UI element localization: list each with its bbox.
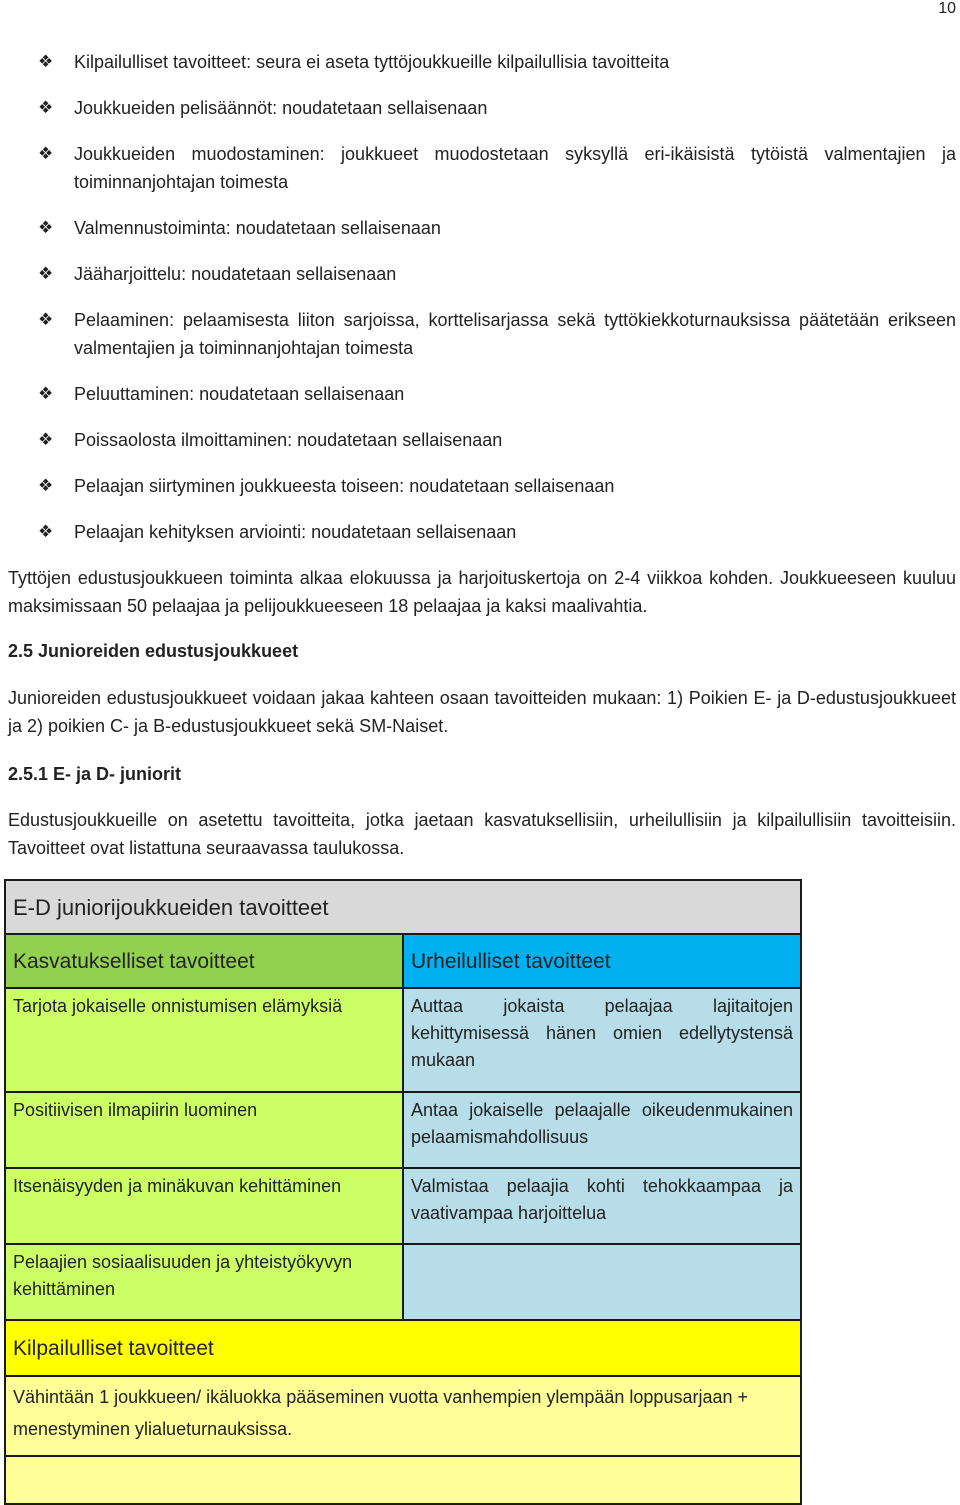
- diamond-bullet-icon: ❖: [38, 476, 54, 495]
- competitive-row: [5, 1376, 801, 1456]
- paragraph-girls-team: Tyttöjen edustusjoukkueen toiminta alkaa elokuussa ja harjoituskertoja on 2-4 viikkoa kohden. Joukkueeseen kuuluu maksimissaan 50 pelaajaa ja pelijoukkueeseen 18 pelaajaa ja kaksi maalivahtia.: [8, 568, 956, 616]
- athletic-goal-cell: Valmistaa pelaajia kohti tehokkaampaa ja vaativampaa harjoittelua: [403, 1168, 801, 1244]
- educational-goal-cell: Positiivisen ilmapiirin luominen: [5, 1092, 403, 1168]
- competitive-header-row: [5, 1320, 801, 1376]
- competitive-goal-cell: Vähintään 1 joukkueen/ ikäluokka pääseminen vuotta vanhempien ylempään loppusarjaan + menestyminen ylialueturnauksissa.: [5, 1376, 801, 1456]
- list-item: [38, 472, 956, 500]
- diamond-bullet-icon: ❖: [38, 98, 54, 117]
- educational-goal-cell: Pelaajien sosiaalisuuden ja yhteistyökyvyn kehittäminen: [5, 1244, 403, 1320]
- list-item-text: Kilpailulliset tavoitteet: seura ei aseta tyttöjoukkueille kilpailullisia tavoitteita: [74, 52, 670, 72]
- list-item: [38, 260, 956, 288]
- goals-table: [4, 879, 802, 1505]
- table-title-row: [5, 880, 801, 934]
- table-header-row: [5, 934, 801, 988]
- list-item-text: Pelaaminen: pelaamisesta liiton sarjoissa, korttelisarjassa sekä tyttökiekkoturnauksissa päätetään erikseen valmentajien ja toiminnanjohtajan toimesta: [74, 310, 956, 358]
- diamond-bullet-icon: ❖: [38, 522, 54, 541]
- list-item: [38, 306, 956, 362]
- list-item: [38, 518, 956, 546]
- list-item-text: Jääharjoittelu: noudatetaan sellaisenaan: [74, 264, 397, 284]
- list-item-text: Joukkueiden muodostaminen: joukkueet muodostetaan syksyllä eri-ikäisistä tytöistä valmentajien ja toiminnanjohtajan toimesta: [74, 144, 956, 192]
- list-item: [38, 140, 956, 196]
- list-item: [38, 94, 956, 122]
- diamond-bullet-icon: ❖: [38, 264, 54, 283]
- athletic-goal-cell: Antaa jokaiselle pelaajalle oikeudenmukainen pelaamismahdollisuus: [403, 1092, 801, 1168]
- table-row: [5, 1168, 801, 1244]
- paragraph-goals-intro: Edustusjoukkueille on asetettu tavoitteita, jotka jaetaan kasvatuksellisiin, urheilullisiin ja kilpailullisiin tavoitteisiin. Tavoitteet ovat listattuna seuraavassa taulukossa.: [8, 810, 956, 858]
- list-item: [38, 380, 956, 408]
- column-header-athletic: Urheilulliset tavoitteet: [403, 934, 801, 988]
- section-heading-2-5: 2.5 Junioreiden edustusjoukkueet: [8, 641, 299, 661]
- paragraph-junior-teams: Junioreiden edustusjoukkueet voidaan jakaa kahteen osaan tavoitteiden mukaan: 1) Poikien E- ja D-edustusjoukkueet ja 2) poikien C- ja B-edustusjoukkueet sekä SM-Naiset.: [8, 688, 956, 736]
- bullet-list: [38, 48, 956, 564]
- athletic-goal-cell: Auttaa jokaista pelaajaa lajitaitojen kehittymisessä hänen omien edellytystensä mukaan: [403, 988, 801, 1092]
- list-item-text: Joukkueiden pelisäännöt: noudatetaan sellaisenaan: [74, 98, 488, 118]
- diamond-bullet-icon: ❖: [38, 218, 54, 237]
- table-row: [5, 1092, 801, 1168]
- section-heading-2-5-1: 2.5.1 E- ja D- juniorit: [8, 764, 182, 784]
- competitive-goals-header: Kilpailulliset tavoitteet: [5, 1320, 801, 1376]
- diamond-bullet-icon: ❖: [38, 310, 54, 329]
- list-item-text: Valmennustoiminta: noudatetaan sellaisenaan: [74, 218, 441, 238]
- list-item-text: Poissaolosta ilmoittaminen: noudatetaan sellaisenaan: [74, 430, 503, 450]
- list-item: [38, 48, 956, 76]
- educational-goal-cell: Tarjota jokaiselle onnistumisen elämyksiä: [5, 988, 403, 1092]
- diamond-bullet-icon: ❖: [38, 144, 54, 163]
- list-item-text: Peluuttaminen: noudatetaan sellaisenaan: [74, 384, 405, 404]
- diamond-bullet-icon: ❖: [38, 430, 54, 449]
- table-row: [5, 988, 801, 1092]
- athletic-goal-cell: [403, 1244, 801, 1320]
- list-item-text: Pelaajan kehityksen arviointi: noudatetaan sellaisenaan: [74, 522, 517, 542]
- educational-goal-cell: Itsenäisyyden ja minäkuvan kehittäminen: [5, 1168, 403, 1244]
- list-item: [38, 214, 956, 242]
- diamond-bullet-icon: ❖: [38, 52, 54, 71]
- table-row: [5, 1244, 801, 1320]
- list-item: [38, 426, 956, 454]
- column-header-educational: Kasvatukselliset tavoitteet: [5, 934, 403, 988]
- table-title: E-D juniorijoukkueiden tavoitteet: [5, 880, 801, 934]
- page-number: 10: [938, 0, 956, 17]
- diamond-bullet-icon: ❖: [38, 384, 54, 403]
- list-item-text: Pelaajan siirtyminen joukkueesta toiseen: noudatetaan sellaisenaan: [74, 476, 615, 496]
